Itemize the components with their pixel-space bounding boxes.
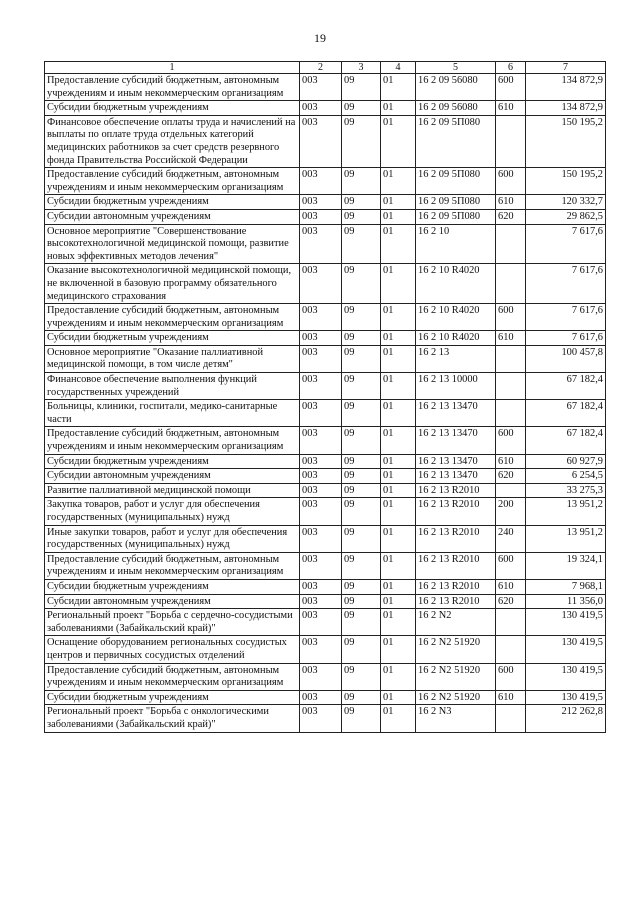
column-header: 2 (300, 62, 342, 74)
admin-code-cell: 003 (300, 525, 342, 552)
admin-code-cell: 003 (300, 483, 342, 498)
column-header: 3 (342, 62, 381, 74)
admin-code-cell: 003 (300, 427, 342, 454)
target-article-cell: 16 2 13 13470 (416, 454, 496, 469)
subsection-cell: 01 (381, 304, 416, 331)
table-row (45, 609, 606, 636)
row-name-cell: Развитие паллиативной медицинской помощи (45, 483, 300, 498)
admin-code-cell: 003 (300, 115, 342, 167)
table-row (45, 101, 606, 116)
expense-type-cell (496, 705, 526, 732)
admin-code-cell: 003 (300, 469, 342, 484)
target-article-cell: 16 2 09 5П080 (416, 115, 496, 167)
admin-code-cell: 003 (300, 579, 342, 594)
row-name-cell: Субсидии бюджетным учреждениям (45, 579, 300, 594)
target-article-cell: 16 2 09 56080 (416, 74, 496, 101)
amount-cell: 150 195,2 (526, 115, 606, 167)
expense-type-cell: 610 (496, 101, 526, 116)
expense-type-cell: 600 (496, 74, 526, 101)
expense-type-cell: 600 (496, 427, 526, 454)
section-cell: 09 (342, 224, 381, 264)
amount-cell: 6 254,5 (526, 469, 606, 484)
row-name-cell: Предоставление субсидий бюджетным, автономным учреждениям и иным некоммерческим организациям (45, 74, 300, 101)
subsection-cell: 01 (381, 427, 416, 454)
target-article-cell: 16 2 13 R2010 (416, 594, 496, 609)
expense-type-cell: 600 (496, 663, 526, 690)
section-cell: 09 (342, 101, 381, 116)
table-row (45, 469, 606, 484)
target-article-cell: 16 2 13 (416, 345, 496, 372)
table-row (45, 552, 606, 579)
column-header: 6 (496, 62, 526, 74)
amount-cell: 67 182,4 (526, 427, 606, 454)
amount-cell: 7 968,1 (526, 579, 606, 594)
target-article-cell: 16 2 10 (416, 224, 496, 264)
table-row (45, 636, 606, 663)
subsection-cell: 01 (381, 469, 416, 484)
row-name-cell: Предоставление субсидий бюджетным, автономным учреждениям и иным некоммерческим организациям (45, 304, 300, 331)
section-cell: 09 (342, 609, 381, 636)
table-row (45, 74, 606, 101)
target-article-cell: 16 2 13 13470 (416, 400, 496, 427)
admin-code-cell: 003 (300, 209, 342, 224)
admin-code-cell: 003 (300, 609, 342, 636)
target-article-cell: 16 2 09 5П080 (416, 195, 496, 210)
table-row (45, 195, 606, 210)
subsection-cell: 01 (381, 690, 416, 705)
subsection-cell: 01 (381, 705, 416, 732)
page-number: 19 (314, 31, 326, 45)
target-article-cell: 16 2 13 R2010 (416, 525, 496, 552)
table-row (45, 264, 606, 304)
target-article-cell: 16 2 13 13470 (416, 427, 496, 454)
admin-code-cell: 003 (300, 663, 342, 690)
row-name-cell: Основное мероприятие "Совершенствование высокотехнологичной медицинской помощи, развитие новых эффективных методов лечения" (45, 224, 300, 264)
admin-code-cell: 003 (300, 690, 342, 705)
subsection-cell: 01 (381, 195, 416, 210)
admin-code-cell: 003 (300, 636, 342, 663)
target-article-cell: 16 2 10 R4020 (416, 264, 496, 304)
subsection-cell: 01 (381, 594, 416, 609)
row-name-cell: Оказание высокотехнологичной медицинской помощи, не включенной в базовую программу обязательного медицинского страхования (45, 264, 300, 304)
row-name-cell: Субсидии автономным учреждениям (45, 209, 300, 224)
table-row (45, 483, 606, 498)
amount-cell: 13 951,2 (526, 498, 606, 525)
expense-type-cell (496, 224, 526, 264)
section-cell: 09 (342, 483, 381, 498)
row-name-cell: Больницы, клиники, госпитали, медико-санитарные части (45, 400, 300, 427)
table-row (45, 373, 606, 400)
row-name-cell: Предоставление субсидий бюджетным, автономным учреждениям и иным некоммерческим организациям (45, 552, 300, 579)
row-name-cell: Субсидии бюджетным учреждениям (45, 331, 300, 346)
admin-code-cell: 003 (300, 552, 342, 579)
table-row (45, 400, 606, 427)
subsection-cell: 01 (381, 663, 416, 690)
amount-cell: 11 356,0 (526, 594, 606, 609)
admin-code-cell: 003 (300, 498, 342, 525)
row-name-cell: Региональный проект "Борьба с сердечно-сосудистыми заболеваниями (Забайкальский край)" (45, 609, 300, 636)
target-article-cell: 16 2 09 5П080 (416, 168, 496, 195)
budget-table (44, 61, 606, 733)
expense-type-cell: 240 (496, 525, 526, 552)
table-row (45, 209, 606, 224)
table-row (45, 594, 606, 609)
expense-type-cell (496, 636, 526, 663)
amount-cell: 7 617,6 (526, 224, 606, 264)
amount-cell: 7 617,6 (526, 304, 606, 331)
target-article-cell: 16 2 10 R4020 (416, 304, 496, 331)
subsection-cell: 01 (381, 400, 416, 427)
section-cell: 09 (342, 552, 381, 579)
section-cell: 09 (342, 454, 381, 469)
section-cell: 09 (342, 74, 381, 101)
row-name-cell: Финансовое обеспечение оплаты труда и начислений на выплаты по оплате труда отдельных категорий медицинских работников за счет средств резервного фонда Правительства Российской Федерации (45, 115, 300, 167)
amount-cell: 67 182,4 (526, 400, 606, 427)
amount-cell: 130 419,5 (526, 636, 606, 663)
row-name-cell: Субсидии автономным учреждениям (45, 594, 300, 609)
column-header: 5 (416, 62, 496, 74)
subsection-cell: 01 (381, 224, 416, 264)
subsection-cell: 01 (381, 168, 416, 195)
target-article-cell: 16 2 13 R2010 (416, 579, 496, 594)
admin-code-cell: 003 (300, 331, 342, 346)
target-article-cell: 16 2 N2 (416, 609, 496, 636)
table-row (45, 579, 606, 594)
table-row (45, 115, 606, 167)
section-cell: 09 (342, 498, 381, 525)
row-name-cell: Основное мероприятие "Оказание паллиативной медицинской помощи, в том числе детям" (45, 345, 300, 372)
section-cell: 09 (342, 525, 381, 552)
table-row (45, 454, 606, 469)
amount-cell: 134 872,9 (526, 74, 606, 101)
target-article-cell: 16 2 N2 51920 (416, 690, 496, 705)
expense-type-cell (496, 264, 526, 304)
target-article-cell: 16 2 13 10000 (416, 373, 496, 400)
table-row (45, 525, 606, 552)
amount-cell: 212 262,8 (526, 705, 606, 732)
amount-cell: 29 862,5 (526, 209, 606, 224)
amount-cell: 60 927,9 (526, 454, 606, 469)
subsection-cell: 01 (381, 525, 416, 552)
amount-cell: 130 419,5 (526, 609, 606, 636)
subsection-cell: 01 (381, 636, 416, 663)
admin-code-cell: 003 (300, 304, 342, 331)
admin-code-cell: 003 (300, 264, 342, 304)
table-row (45, 705, 606, 732)
amount-cell: 134 872,9 (526, 101, 606, 116)
section-cell: 09 (342, 427, 381, 454)
expense-type-cell (496, 483, 526, 498)
expense-type-cell: 610 (496, 690, 526, 705)
table-row (45, 663, 606, 690)
row-name-cell: Субсидии бюджетным учреждениям (45, 454, 300, 469)
column-header: 1 (45, 62, 300, 74)
expense-type-cell: 200 (496, 498, 526, 525)
subsection-cell: 01 (381, 579, 416, 594)
target-article-cell: 16 2 N3 (416, 705, 496, 732)
amount-cell: 130 419,5 (526, 690, 606, 705)
admin-code-cell: 003 (300, 454, 342, 469)
amount-cell: 19 324,1 (526, 552, 606, 579)
row-name-cell: Предоставление субсидий бюджетным, автономным учреждениям и иным некоммерческим организациям (45, 663, 300, 690)
row-name-cell: Региональный проект "Борьба с онкологическими заболеваниями (Забайкальский край)" (45, 705, 300, 732)
column-header: 4 (381, 62, 416, 74)
table-row (45, 427, 606, 454)
section-cell: 09 (342, 663, 381, 690)
amount-cell: 120 332,7 (526, 195, 606, 210)
admin-code-cell: 003 (300, 195, 342, 210)
subsection-cell: 01 (381, 373, 416, 400)
admin-code-cell: 003 (300, 345, 342, 372)
expense-type-cell: 620 (496, 594, 526, 609)
admin-code-cell: 003 (300, 373, 342, 400)
expense-type-cell: 610 (496, 579, 526, 594)
expense-type-cell (496, 345, 526, 372)
subsection-cell: 01 (381, 74, 416, 101)
section-cell: 09 (342, 705, 381, 732)
subsection-cell: 01 (381, 498, 416, 525)
target-article-cell: 16 2 13 R2010 (416, 552, 496, 579)
table-row (45, 224, 606, 264)
target-article-cell: 16 2 13 R2010 (416, 498, 496, 525)
expense-type-cell (496, 400, 526, 427)
table-row (45, 304, 606, 331)
subsection-cell: 01 (381, 331, 416, 346)
table-header-row (45, 62, 606, 74)
section-cell: 09 (342, 209, 381, 224)
amount-cell: 67 182,4 (526, 373, 606, 400)
subsection-cell: 01 (381, 264, 416, 304)
row-name-cell: Субсидии бюджетным учреждениям (45, 101, 300, 116)
target-article-cell: 16 2 13 13470 (416, 469, 496, 484)
section-cell: 09 (342, 579, 381, 594)
table-row (45, 345, 606, 372)
expense-type-cell: 620 (496, 469, 526, 484)
admin-code-cell: 003 (300, 594, 342, 609)
row-name-cell: Закупка товаров, работ и услуг для обеспечения государственных (муниципальных) нужд (45, 498, 300, 525)
section-cell: 09 (342, 168, 381, 195)
subsection-cell: 01 (381, 609, 416, 636)
section-cell: 09 (342, 594, 381, 609)
row-name-cell: Субсидии автономным учреждениям (45, 469, 300, 484)
row-name-cell: Оснащение оборудованием региональных сосудистых центров и первичных сосудистых отделений (45, 636, 300, 663)
expense-type-cell: 600 (496, 552, 526, 579)
target-article-cell: 16 2 N2 51920 (416, 663, 496, 690)
admin-code-cell: 003 (300, 168, 342, 195)
subsection-cell: 01 (381, 101, 416, 116)
row-name-cell: Финансовое обеспечение выполнения функций государственных учреждений (45, 373, 300, 400)
target-article-cell: 16 2 N2 51920 (416, 636, 496, 663)
amount-cell: 100 457,8 (526, 345, 606, 372)
admin-code-cell: 003 (300, 705, 342, 732)
section-cell: 09 (342, 195, 381, 210)
expense-type-cell (496, 609, 526, 636)
admin-code-cell: 003 (300, 74, 342, 101)
section-cell: 09 (342, 304, 381, 331)
table-row (45, 690, 606, 705)
subsection-cell: 01 (381, 483, 416, 498)
section-cell: 09 (342, 264, 381, 304)
subsection-cell: 01 (381, 454, 416, 469)
expense-type-cell: 610 (496, 454, 526, 469)
subsection-cell: 01 (381, 345, 416, 372)
expense-type-cell (496, 373, 526, 400)
section-cell: 09 (342, 636, 381, 663)
target-article-cell: 16 2 10 R4020 (416, 331, 496, 346)
amount-cell: 150 195,2 (526, 168, 606, 195)
amount-cell: 7 617,6 (526, 331, 606, 346)
column-header: 7 (526, 62, 606, 74)
target-article-cell: 16 2 09 56080 (416, 101, 496, 116)
amount-cell: 7 617,6 (526, 264, 606, 304)
row-name-cell: Субсидии бюджетным учреждениям (45, 690, 300, 705)
table-row (45, 331, 606, 346)
subsection-cell: 01 (381, 115, 416, 167)
expense-type-cell: 600 (496, 168, 526, 195)
section-cell: 09 (342, 115, 381, 167)
target-article-cell: 16 2 09 5П080 (416, 209, 496, 224)
table-row (45, 168, 606, 195)
section-cell: 09 (342, 690, 381, 705)
expense-type-cell: 600 (496, 304, 526, 331)
admin-code-cell: 003 (300, 400, 342, 427)
row-name-cell: Предоставление субсидий бюджетным, автономным учреждениям и иным некоммерческим организациям (45, 168, 300, 195)
amount-cell: 130 419,5 (526, 663, 606, 690)
section-cell: 09 (342, 400, 381, 427)
expense-type-cell: 620 (496, 209, 526, 224)
section-cell: 09 (342, 469, 381, 484)
section-cell: 09 (342, 331, 381, 346)
target-article-cell: 16 2 13 R2010 (416, 483, 496, 498)
amount-cell: 13 951,2 (526, 525, 606, 552)
table-row (45, 498, 606, 525)
expense-type-cell: 610 (496, 195, 526, 210)
admin-code-cell: 003 (300, 224, 342, 264)
section-cell: 09 (342, 373, 381, 400)
expense-type-cell (496, 115, 526, 167)
subsection-cell: 01 (381, 209, 416, 224)
row-name-cell: Субсидии бюджетным учреждениям (45, 195, 300, 210)
subsection-cell: 01 (381, 552, 416, 579)
amount-cell: 33 275,3 (526, 483, 606, 498)
expense-type-cell: 610 (496, 331, 526, 346)
row-name-cell: Иные закупки товаров, работ и услуг для обеспечения государственных (муниципальных) нужд (45, 525, 300, 552)
row-name-cell: Предоставление субсидий бюджетным, автономным учреждениям и иным некоммерческим организациям (45, 427, 300, 454)
admin-code-cell: 003 (300, 101, 342, 116)
section-cell: 09 (342, 345, 381, 372)
